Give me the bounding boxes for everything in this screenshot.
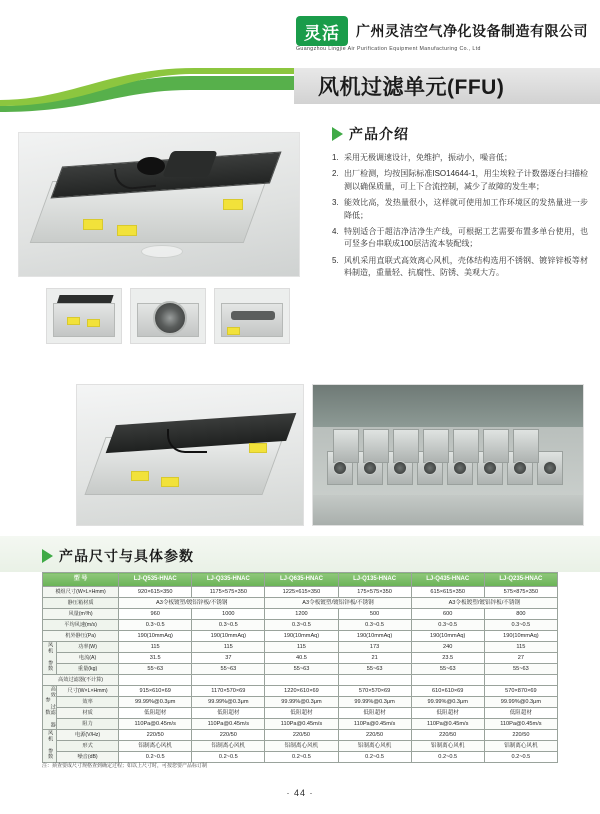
cell: 低阻超材 bbox=[192, 708, 265, 719]
warning-label bbox=[87, 319, 100, 327]
cell: 0.3~0.5 bbox=[265, 620, 338, 631]
cell: 220/50 bbox=[411, 730, 484, 741]
table-row bbox=[43, 730, 558, 741]
list-item-text: 风机采用直联式高效离心风机，壳体结构选用不锈钢、镀锌锌板等材料制造，重量轻、抗腐性、防锈、美观大方。 bbox=[344, 255, 588, 278]
cell: 99.99%@0.3μm bbox=[192, 697, 265, 708]
cell: 铝制离心风机 bbox=[192, 741, 265, 752]
col-header-model: 型 号 bbox=[43, 573, 119, 587]
cell: 110Pa@0.45m/s bbox=[411, 719, 484, 730]
cell: 173 bbox=[338, 642, 411, 653]
cell: 220/50 bbox=[119, 730, 192, 741]
col-header-1: LJ-Q535-HNAC bbox=[119, 573, 192, 587]
cell: 220/50 bbox=[338, 730, 411, 741]
cell: 190(10mmAq) bbox=[338, 631, 411, 642]
cell bbox=[338, 675, 411, 686]
list-item-text: 出厂检测，均按国际标准ISO14644-1，用尘埃粒子计数器逐台扫描检测以确保质量，可上下合流控制，减少了故障的发生率； bbox=[344, 169, 588, 191]
header-green-decoration bbox=[0, 60, 300, 112]
cell: 99.99%@0.3μm bbox=[265, 697, 338, 708]
cell: 1175×575×350 bbox=[192, 587, 265, 598]
list-item bbox=[332, 226, 588, 251]
cell bbox=[411, 675, 484, 686]
intro-heading bbox=[332, 124, 588, 144]
cell: 铝制离心风机 bbox=[338, 741, 411, 752]
warning-label bbox=[249, 443, 267, 453]
company-name-en: Guangzhou Lingjie Air Purification Equipment Manufacturing Co., Ltd bbox=[296, 46, 481, 52]
cell bbox=[484, 675, 557, 686]
list-item-number: 1. bbox=[332, 153, 339, 162]
table-row bbox=[43, 609, 558, 620]
thumbnail-handle-view bbox=[214, 288, 290, 344]
cell: 610×610×69 bbox=[411, 686, 484, 697]
cell: 99.99%@0.3μm bbox=[119, 697, 192, 708]
cell: 低阻超材 bbox=[119, 708, 192, 719]
page-header bbox=[0, 0, 600, 118]
stacked-unit bbox=[363, 429, 389, 463]
row-label: 效率 bbox=[57, 697, 119, 708]
list-item bbox=[332, 255, 588, 280]
cell: 27 bbox=[484, 653, 557, 664]
fan-icon bbox=[453, 461, 467, 475]
table-row bbox=[43, 642, 558, 653]
table-row bbox=[43, 752, 558, 763]
cell: 915×610×69 bbox=[119, 686, 192, 697]
cell: 220/50 bbox=[265, 730, 338, 741]
cell: 115 bbox=[192, 642, 265, 653]
cell: 0.2~0.5 bbox=[192, 752, 265, 763]
warning-label bbox=[223, 199, 243, 210]
cell: 40.5 bbox=[265, 653, 338, 664]
row-label: 重量(kg) bbox=[57, 664, 119, 675]
cell bbox=[119, 675, 192, 686]
cell: 0.3~0.5 bbox=[192, 620, 265, 631]
cell: 低阻超材 bbox=[338, 708, 411, 719]
thumbnail-side-view bbox=[46, 288, 122, 344]
cell: 570×570×69 bbox=[338, 686, 411, 697]
cell: 铝制离心风机 bbox=[265, 741, 338, 752]
row-label: 风量(m³/h) bbox=[43, 609, 119, 620]
cell: 575×875×350 bbox=[484, 587, 557, 598]
row-label: 形式 bbox=[57, 741, 119, 752]
fan-icon bbox=[333, 461, 347, 475]
cell: 190(10mmAq) bbox=[265, 631, 338, 642]
row-label: 模组尺寸(W×L×Hmm) bbox=[43, 587, 119, 598]
cell: 190(10mmAq) bbox=[411, 631, 484, 642]
stacked-unit bbox=[453, 429, 479, 463]
cell bbox=[265, 675, 338, 686]
row-label: 机外静压(Pa) bbox=[43, 631, 119, 642]
col-header-3: LJ-Q635-HNAC bbox=[265, 573, 338, 587]
cell: 240 bbox=[411, 642, 484, 653]
warehouse-floor bbox=[313, 495, 583, 525]
specifications-table bbox=[42, 572, 558, 763]
table-footnote: 注：须查要成尺寸规格查到确定过程；如以上尺寸时，可按您要产品标订制 bbox=[42, 763, 208, 769]
cell: 920×615×350 bbox=[119, 587, 192, 598]
fan-icon bbox=[513, 461, 527, 475]
cell: 37 bbox=[192, 653, 265, 664]
thumb-housing bbox=[53, 303, 115, 337]
list-item bbox=[332, 168, 588, 193]
table-row bbox=[43, 708, 558, 719]
intro-list bbox=[332, 152, 588, 280]
cell: 0.2~0.5 bbox=[411, 752, 484, 763]
row-label: 材质 bbox=[57, 708, 119, 719]
cell: 1170×570×69 bbox=[192, 686, 265, 697]
table-row bbox=[43, 664, 558, 675]
table-row bbox=[43, 741, 558, 752]
table-row bbox=[43, 686, 558, 697]
cell: 铝制离心风机 bbox=[484, 741, 557, 752]
cell: 175×575×350 bbox=[338, 587, 411, 598]
arrow-icon bbox=[42, 549, 53, 563]
list-item-number: 3. bbox=[332, 198, 339, 208]
cell bbox=[192, 675, 265, 686]
cell: 570×870×69 bbox=[484, 686, 557, 697]
cell: 115 bbox=[484, 642, 557, 653]
col-header-6: LJ-Q235-HNAC bbox=[484, 573, 557, 587]
cell: 0.2~0.5 bbox=[119, 752, 192, 763]
row-label: 阻力 bbox=[57, 719, 119, 730]
list-item bbox=[332, 152, 588, 164]
cell: 220/50 bbox=[484, 730, 557, 741]
cell: 110Pa@0.45m/s bbox=[192, 719, 265, 730]
fan-icon bbox=[393, 461, 407, 475]
list-item-text: 能效比高，发热量很小，这样就可使用加工作环境区的发热量进一步降低； bbox=[344, 198, 588, 220]
company-logo bbox=[296, 16, 588, 46]
cell: 低阻超材 bbox=[411, 708, 484, 719]
cell: 190(10mmAq) bbox=[192, 631, 265, 642]
cell: 115 bbox=[265, 642, 338, 653]
cell: 0.3~0.5 bbox=[484, 620, 557, 631]
row-label: 静压箱材质 bbox=[43, 598, 119, 609]
handle-bar bbox=[231, 311, 275, 320]
warning-label bbox=[67, 317, 80, 325]
cell: 1000 bbox=[192, 609, 265, 620]
cell: 55~63 bbox=[265, 664, 338, 675]
cell: 0.3~0.5 bbox=[411, 620, 484, 631]
row-label: 电源(V/Hz) bbox=[57, 730, 119, 741]
warning-label bbox=[131, 471, 149, 481]
table-row bbox=[43, 719, 558, 730]
list-item-text: 采用无极调速设计，免维护，振动小，噪音低； bbox=[344, 153, 512, 162]
stacked-unit bbox=[333, 429, 359, 463]
cell: 21 bbox=[338, 653, 411, 664]
table-row bbox=[43, 653, 558, 664]
cell: 1225×615×350 bbox=[265, 587, 338, 598]
product-photo-secondary bbox=[76, 384, 304, 526]
brand-badge bbox=[141, 245, 183, 258]
cell: 115 bbox=[119, 642, 192, 653]
cell: 低阻超材 bbox=[265, 708, 338, 719]
list-item bbox=[332, 197, 588, 222]
cell: 615×615×350 bbox=[411, 587, 484, 598]
table-row bbox=[43, 587, 558, 598]
ffu-motor bbox=[162, 151, 217, 177]
detail-thumbnail-row bbox=[46, 288, 290, 344]
logo-mark: 灵活 bbox=[296, 16, 348, 46]
cell: 800 bbox=[484, 609, 557, 620]
row-group-label-fan: 风机 参数 bbox=[43, 730, 57, 763]
table-row bbox=[43, 631, 558, 642]
cell: 190(10mmAq) bbox=[119, 631, 192, 642]
cell: 1200 bbox=[265, 609, 338, 620]
cell: 铝制离心风机 bbox=[411, 741, 484, 752]
intro-heading-label: 产品介绍 bbox=[349, 126, 409, 142]
cell: 99.99%@0.3μm bbox=[338, 697, 411, 708]
intro-section bbox=[332, 124, 588, 284]
cell: 23.5 bbox=[411, 653, 484, 664]
cell: 110Pa@0.45m/s bbox=[265, 719, 338, 730]
table-header-row bbox=[43, 573, 558, 587]
cell: 0.2~0.5 bbox=[265, 752, 338, 763]
list-item-number: 4. bbox=[332, 226, 339, 236]
table-row bbox=[43, 620, 558, 631]
list-item-number: 5. bbox=[332, 255, 339, 265]
table-row-group-title bbox=[43, 675, 558, 686]
arrow-icon bbox=[332, 127, 343, 141]
warning-label bbox=[227, 327, 240, 335]
cell: 低阻超材 bbox=[484, 708, 557, 719]
factory-warehouse-photo bbox=[312, 384, 584, 526]
list-item-number: 2. bbox=[332, 169, 339, 179]
row-label: 功率(W) bbox=[57, 642, 119, 653]
cell: 960 bbox=[119, 609, 192, 620]
cell: A3令板镀塑/镀铝锌板/不锈钢 bbox=[119, 598, 265, 609]
warning-label bbox=[117, 225, 137, 236]
col-header-2: LJ-Q335-HNAC bbox=[192, 573, 265, 587]
cell: 0.3~0.5 bbox=[338, 620, 411, 631]
cell: 0.2~0.5 bbox=[484, 752, 557, 763]
cell: 55~63 bbox=[119, 664, 192, 675]
fan-icon bbox=[543, 461, 557, 475]
fan-icon bbox=[153, 301, 187, 335]
cell: 铝制离心风机 bbox=[119, 741, 192, 752]
specs-heading-label: 产品尺寸与具体参数 bbox=[59, 548, 194, 564]
company-name-cn: 广州灵洁空气净化设备制造有限公司 bbox=[356, 23, 588, 39]
cell: 55~63 bbox=[411, 664, 484, 675]
cell: 110Pa@0.45m/s bbox=[338, 719, 411, 730]
cell: A3令板镀塑/镀铝锌板/不锈钢 bbox=[265, 598, 411, 609]
fan-icon bbox=[363, 461, 377, 475]
row-label: 电流(A) bbox=[57, 653, 119, 664]
stacked-unit bbox=[423, 429, 449, 463]
cell: 190(10mmAq) bbox=[484, 631, 557, 642]
row-group-title: 高效过滤器(不计算) bbox=[43, 675, 119, 686]
cell: 99.99%@0.3μm bbox=[484, 697, 557, 708]
col-header-5: LJ-Q435-HNAC bbox=[411, 573, 484, 587]
warning-label bbox=[83, 219, 103, 230]
cell: 0.2~0.5 bbox=[338, 752, 411, 763]
row-label: 噪音(dB) bbox=[57, 752, 119, 763]
cell: 600 bbox=[411, 609, 484, 620]
row-label: 尺寸(W×L×Hmm) bbox=[57, 686, 119, 697]
specs-heading bbox=[42, 546, 194, 566]
fan-icon bbox=[483, 461, 497, 475]
cell: 500 bbox=[338, 609, 411, 620]
warning-label bbox=[161, 477, 179, 487]
product-title-bar bbox=[294, 68, 600, 104]
page-title: 风机过滤单元(FFU) bbox=[318, 76, 505, 99]
cell: 55~63 bbox=[484, 664, 557, 675]
thumbnail-fan-view bbox=[130, 288, 206, 344]
stacked-unit bbox=[513, 429, 539, 463]
cell: 99.99%@0.3μm bbox=[411, 697, 484, 708]
cell: 31.5 bbox=[119, 653, 192, 664]
row-group-label-params: 风机 参数 bbox=[43, 642, 57, 675]
row-group-label-filter: 高效 过滤 器参 数 bbox=[43, 686, 57, 730]
list-item-text: 特别适合于超洁净洁净生产线，可根据工艺需要布置多单台使用，也可竖多台串联成100层洁流本装配线； bbox=[344, 226, 588, 249]
cell: 55~63 bbox=[338, 664, 411, 675]
col-header-4: LJ-Q135-HNAC bbox=[338, 573, 411, 587]
cell: A3令板镀塑/镀铝锌板/不锈钢 bbox=[411, 598, 557, 609]
cell: 110Pa@0.45m/s bbox=[484, 719, 557, 730]
page-number: · 44 · bbox=[286, 788, 314, 798]
cell: 0.3~0.5 bbox=[119, 620, 192, 631]
stacked-unit bbox=[393, 429, 419, 463]
fan-icon bbox=[423, 461, 437, 475]
warehouse-background bbox=[313, 385, 583, 427]
cell: 220/50 bbox=[192, 730, 265, 741]
stacked-unit bbox=[483, 429, 509, 463]
cell: 55~63 bbox=[192, 664, 265, 675]
table-row bbox=[43, 598, 558, 609]
row-label: 平均风速(m/s) bbox=[43, 620, 119, 631]
table-row bbox=[43, 697, 558, 708]
product-main-photo bbox=[18, 132, 300, 277]
cell: 110Pa@0.45m/s bbox=[119, 719, 192, 730]
cell: 1220×610×69 bbox=[265, 686, 338, 697]
